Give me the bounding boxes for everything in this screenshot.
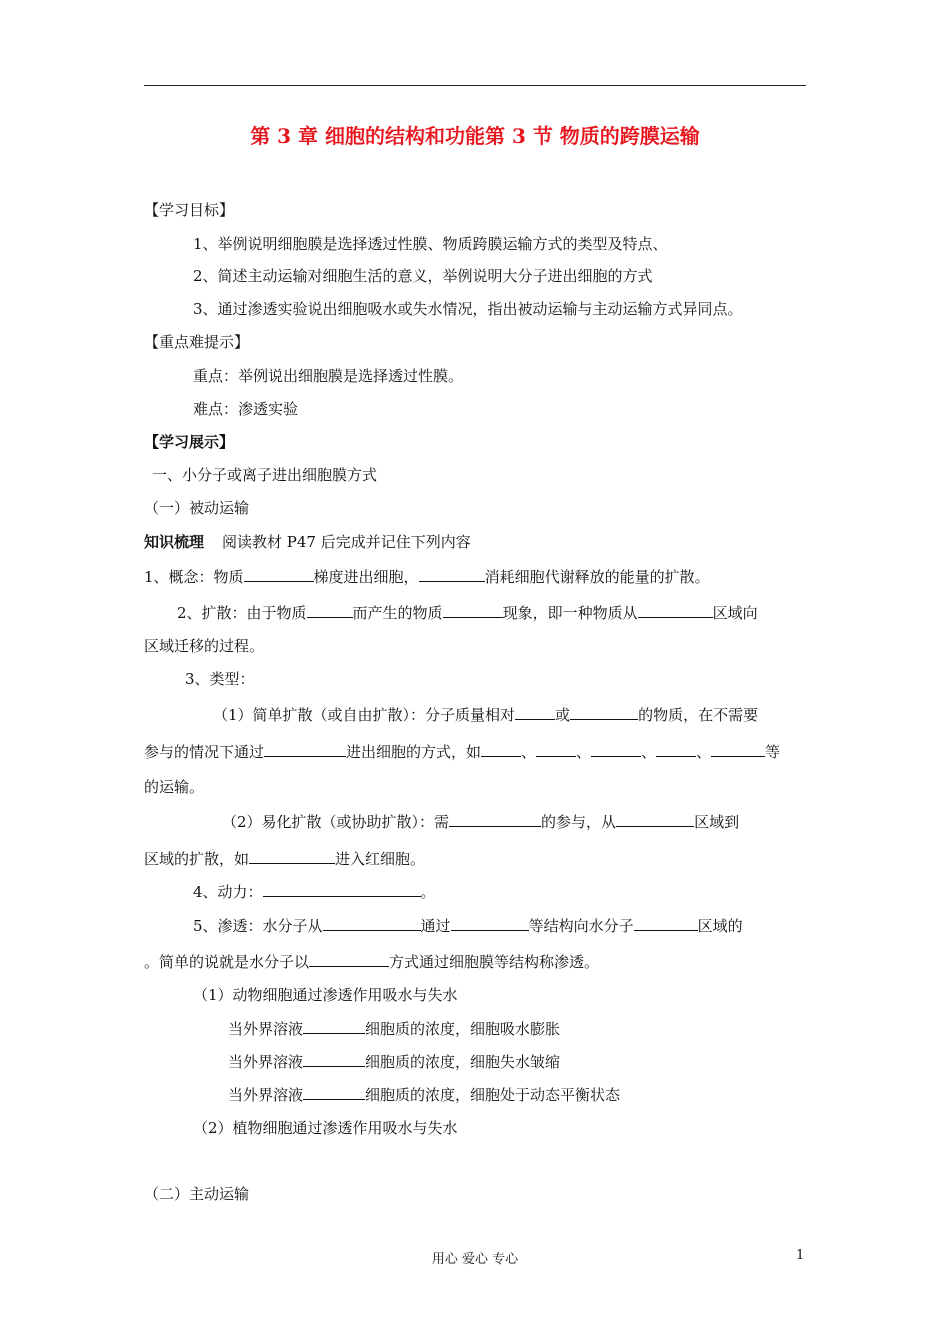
text: 而产生的物质	[352, 604, 443, 622]
animal-cell-heading: （1）动物细胞通过渗透作用吸水与失水	[193, 986, 458, 1004]
concept-line	[144, 565, 710, 588]
text: 、	[696, 743, 712, 761]
key-points-heading: 【重点难提示】	[144, 333, 250, 351]
text: 方式通过细胞膜等结构称渗透。	[389, 953, 600, 971]
text: 消耗细胞代谢释放的能量的扩散。	[484, 568, 710, 586]
text: 细胞质的浓度，细胞吸水膨胀	[365, 1020, 561, 1038]
fill-blank[interactable]	[570, 703, 638, 720]
fill-blank[interactable]	[303, 1050, 365, 1067]
subsection-passive: （一）被动运输	[144, 499, 250, 517]
osmosis-line-2	[144, 950, 599, 973]
fill-blank[interactable]	[711, 740, 765, 757]
diffusion-line	[177, 601, 758, 624]
text: 的物质，在不需要	[638, 706, 759, 724]
text: 的参与，从	[541, 813, 617, 831]
subsection-active: （二）主动运输	[144, 1185, 250, 1203]
text: 、	[521, 743, 537, 761]
text: 4、动力：	[193, 883, 263, 901]
fill-blank[interactable]	[244, 565, 314, 582]
animal-cell-line-3	[228, 1083, 620, 1106]
text: 。简单的说就是水分子以	[144, 953, 310, 971]
fill-blank[interactable]	[449, 810, 541, 827]
animal-cell-line-1	[228, 1017, 560, 1040]
objective-item-1: 1、举例说明细胞膜是选择透过性膜、物质跨膜运输方式的类型及特点、	[193, 235, 668, 253]
text: 当外界溶液	[228, 1053, 304, 1071]
text: 。	[420, 883, 436, 901]
fill-blank[interactable]	[451, 914, 529, 931]
text: 现象，即一种物质从	[502, 604, 638, 622]
fill-blank[interactable]	[419, 565, 485, 582]
animal-cell-line-2	[228, 1050, 560, 1073]
text: 细胞质的浓度，细胞处于动态平衡状态	[365, 1086, 621, 1104]
plant-cell-heading: （2）植物细胞通过渗透作用吸水与失水	[193, 1119, 458, 1137]
objective-item-2: 2、简述主动运输对细胞生活的意义，举例说明大分子进出细胞的方式	[193, 267, 653, 285]
fill-blank[interactable]	[443, 601, 503, 618]
fill-blank[interactable]	[515, 703, 555, 720]
fill-blank[interactable]	[616, 810, 694, 827]
fill-blank[interactable]	[323, 914, 421, 931]
text: 或	[555, 706, 571, 724]
difficulty-point: 难点：渗透实验	[193, 400, 299, 418]
fill-blank[interactable]	[481, 740, 521, 757]
text: 当外界溶液	[228, 1020, 304, 1038]
text: 5、渗透：水分子从	[193, 917, 323, 935]
text: 细胞质的浓度，细胞失水皱缩	[365, 1053, 561, 1071]
text: 进出细胞的方式，如	[346, 743, 482, 761]
text: 区域的扩散，如	[144, 850, 250, 868]
text: （1）简单扩散（或自由扩散）：分子质量相对	[213, 706, 516, 724]
text: 2、扩散：由于物质	[177, 604, 307, 622]
text: 区域向	[712, 604, 758, 622]
knowledge-line	[144, 531, 471, 553]
facilitated-diffusion-line-2	[144, 847, 425, 870]
footer-motto: 用心 爱心 专心	[431, 1252, 519, 1267]
text: 通过	[420, 917, 451, 935]
diffusion-line-cont: 区域迁移的过程。	[144, 637, 265, 655]
fill-blank[interactable]	[591, 740, 641, 757]
text: 梯度进出细胞，	[313, 568, 419, 586]
objective-item-3: 3、通过渗透实验说出细胞吸水或失水情况，指出被动运输与主动运输方式异同点。	[193, 300, 743, 318]
osmosis-line	[193, 914, 743, 937]
driving-force-line	[193, 880, 436, 903]
text: 等结构向水分子	[528, 917, 634, 935]
text: 当外界溶液	[228, 1086, 304, 1104]
text: 1、概念：物质	[144, 568, 244, 586]
header-rule	[144, 85, 806, 86]
simple-diffusion-line	[213, 703, 758, 726]
display-heading: 【学习展示】	[144, 433, 235, 451]
fill-blank[interactable]	[249, 847, 335, 864]
facilitated-diffusion-line	[222, 810, 739, 833]
text: 、	[641, 743, 657, 761]
fill-blank[interactable]	[303, 1083, 365, 1100]
fill-blank[interactable]	[264, 740, 346, 757]
fill-blank[interactable]	[634, 914, 698, 931]
focus-point: 重点：举例说出细胞膜是选择透过性膜。	[193, 367, 464, 385]
knowledge-text: 阅读教材 P47 后完成并记住下列内容	[222, 533, 471, 551]
fill-blank[interactable]	[263, 880, 421, 897]
knowledge-label: 知识梳理	[144, 533, 205, 551]
text: 、	[576, 743, 592, 761]
types-heading: 3、类型：	[185, 670, 255, 688]
simple-diffusion-line-2	[144, 740, 780, 763]
fill-blank[interactable]	[303, 1017, 365, 1034]
text: 区域的	[697, 917, 743, 935]
text: 进入红细胞。	[335, 850, 426, 868]
fill-blank[interactable]	[536, 740, 576, 757]
section-heading-1: 一、小分子或离子进出细胞膜方式	[152, 466, 378, 484]
fill-blank[interactable]	[638, 601, 713, 618]
text: 参与的情况下通过	[144, 743, 265, 761]
page-number: 1	[796, 1248, 805, 1263]
text: （2）易化扩散（或协助扩散）：需	[222, 813, 450, 831]
page-title: 第 3 章 细胞的结构和功能第 3 节 物质的跨膜运输	[250, 124, 700, 148]
objectives-heading: 【学习目标】	[144, 201, 235, 219]
fill-blank[interactable]	[309, 950, 389, 967]
text: 区域到	[694, 813, 740, 831]
simple-diffusion-line-3: 的运输。	[144, 778, 205, 796]
text: 等	[765, 743, 781, 761]
fill-blank[interactable]	[656, 740, 696, 757]
fill-blank[interactable]	[307, 601, 353, 618]
